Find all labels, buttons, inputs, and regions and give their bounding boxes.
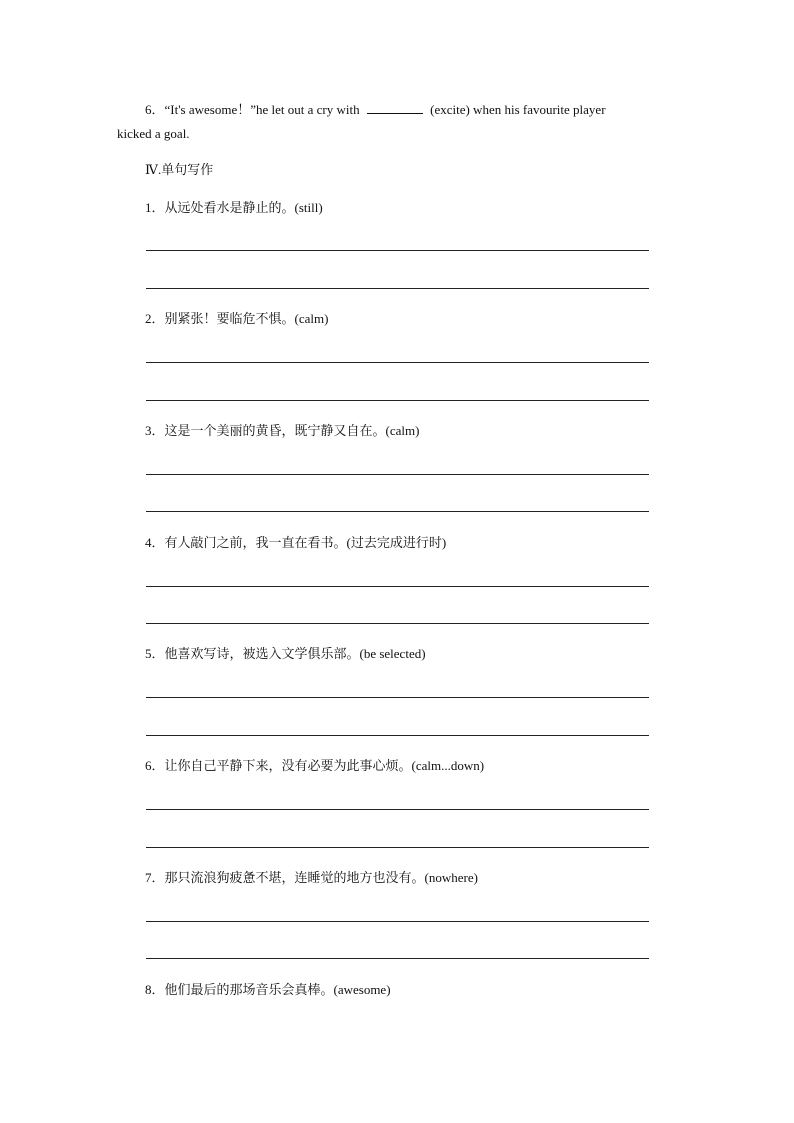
question-3: 3．这是一个美丽的黄昏，既宁静又自在。(calm) <box>145 423 420 438</box>
answer-line-2b[interactable] <box>146 400 649 401</box>
question-6: 6．让你自己平静下来，没有必要为此事心烦。(calm...down) <box>145 758 485 773</box>
answer-line-7a[interactable] <box>146 921 649 922</box>
exercise-6-line-2: kicked a goal. <box>117 126 190 141</box>
section-title: Ⅳ.单句写作 <box>145 162 214 177</box>
answer-line-6b[interactable] <box>146 847 649 848</box>
answer-blank[interactable] <box>367 101 423 114</box>
question-1: 1．从远处看水是静止的。(still) <box>145 200 323 215</box>
answer-line-7b[interactable] <box>146 958 649 959</box>
question-2: 2．别紧张！要临危不惧。(calm) <box>145 311 329 326</box>
answer-line-4b[interactable] <box>146 623 649 624</box>
exercise-6-text-after-blank: (excite) when his favourite player <box>430 102 606 117</box>
exercise-6-text-before-blank: 6．“It's awesome！”he let out a cry with <box>145 102 360 117</box>
exercise-6-line-1 <box>117 98 677 122</box>
answer-line-3a[interactable] <box>146 474 649 475</box>
question-5: 5．他喜欢写诗，被选入文学俱乐部。(be selected) <box>145 646 426 661</box>
question-8: 8．他们最后的那场音乐会真棒。(awesome) <box>145 982 391 997</box>
answer-line-4a[interactable] <box>146 586 649 587</box>
answer-line-3b[interactable] <box>146 511 649 512</box>
answer-line-5b[interactable] <box>146 735 649 736</box>
answer-line-1b[interactable] <box>146 288 649 289</box>
question-7: 7．那只流浪狗疲惫不堪，连睡觉的地方也没有。(nowhere) <box>145 870 478 885</box>
answer-line-5a[interactable] <box>146 697 649 698</box>
answer-line-2a[interactable] <box>146 362 649 363</box>
exercise-6-fill-blank <box>117 98 677 146</box>
question-4: 4．有人敲门之前，我一直在看书。(过去完成进行时) <box>145 535 447 550</box>
answer-line-1a[interactable] <box>146 250 649 251</box>
answer-line-6a[interactable] <box>146 809 649 810</box>
